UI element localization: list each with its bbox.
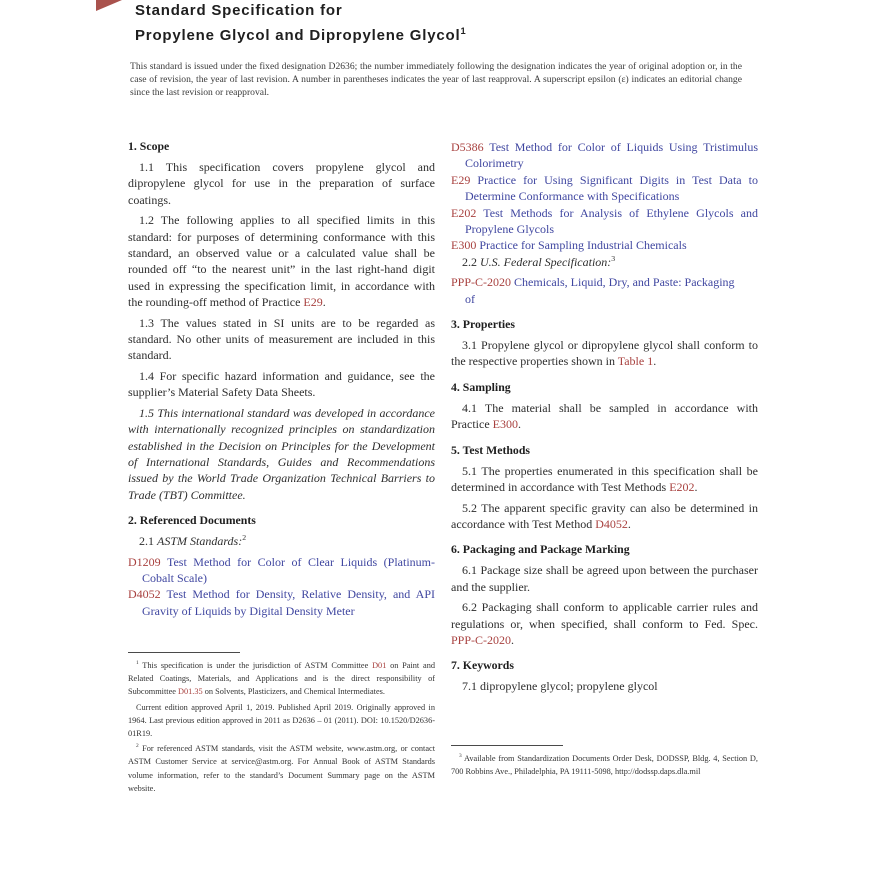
footnote xyxy=(128,701,435,741)
reference-title-link[interactable]: of xyxy=(465,291,475,306)
text-run: . xyxy=(322,295,326,310)
text-run: . xyxy=(627,516,631,531)
left-column xyxy=(128,139,435,619)
footnote xyxy=(451,752,758,778)
paragraph xyxy=(451,500,758,533)
footnote xyxy=(128,742,435,795)
paragraph xyxy=(128,212,435,310)
reference-id-link[interactable]: E29 xyxy=(451,172,471,187)
page-title-text: Propylene Glycol and Dipropylene Glycol xyxy=(135,27,461,44)
reference-entry xyxy=(128,586,435,619)
text-run: 2.2 xyxy=(462,254,480,269)
inline-link[interactable]: PPP-C-2020 xyxy=(451,632,512,647)
footnotes-right xyxy=(451,752,758,780)
inline-link[interactable]: E300 xyxy=(492,417,518,432)
paragraph xyxy=(128,405,435,503)
text-run: 1.1 This specification covers propylene glycol and dipropylene glycol for use in the preparation of surface coatings. xyxy=(128,160,435,207)
text-run: . xyxy=(518,417,521,432)
text-run: 3.1 Propylene glycol or dipropylene glycol shall conform to the respective properties shown in xyxy=(451,338,758,369)
inline-link[interactable]: D01 xyxy=(372,661,387,670)
reference-entry xyxy=(451,237,758,253)
reference-id-link[interactable]: E300 xyxy=(451,238,477,253)
inline-link[interactable]: Table 1 xyxy=(617,354,654,369)
reference-title-link[interactable]: Practice for Using Significant Digits in Test Data to Determine Conformance with Specifications xyxy=(465,172,758,204)
text-run: 1.5 This international standard was developed in accordance with internationally recognized principles on standardization established in the Decision on Principles for the Development of International Standards, Guides and Recommendations issued by the World Trade Organization Technical Barriers to Trade (TBT) Committee. xyxy=(128,405,435,502)
reference-id-link[interactable]: D5386 xyxy=(451,140,484,154)
reference-title-link[interactable]: Practice for Sampling Industrial Chemicals xyxy=(476,238,687,253)
text-run: Available from Standardization Documents Order Desk, DODSSP, Bldg. 4, Section D, 700 Robbins Ave., Philadelphia, PA 19111-5098, http://dodssp.daps.dla.mil xyxy=(451,754,758,777)
text-run: 5.2 The apparent specific gravity can also be determined in accordance with Test Method xyxy=(451,500,758,531)
footnote-marker: 2 xyxy=(136,743,139,750)
paragraph xyxy=(128,533,435,549)
page-title-line2 xyxy=(135,21,755,46)
reference-title-link[interactable]: Test Method for Color of Liquids Using Tristimulus Colorimetry xyxy=(465,140,758,171)
text-run: 1.4 For specific hazard information and guidance, see the supplier’s Material Safety Data Sheets. xyxy=(128,368,435,400)
inline-link[interactable]: E202 xyxy=(669,480,695,495)
paragraph xyxy=(128,159,435,208)
reference-title-link[interactable]: Chemicals, Liquid, Dry, and Paste: Packaging xyxy=(511,275,735,290)
text-run: . xyxy=(653,354,657,369)
inline-link[interactable]: D4052 xyxy=(595,516,628,531)
reference-id-link[interactable]: PPP-C-2020 xyxy=(451,275,512,290)
text-run: on Solvents, Plasticizers, and Chemical Intermediates. xyxy=(202,687,385,697)
issue-boilerplate: This standard is issued under the fixed designation D2636; the number immediately following the designation indicates the year of original adoption or, in the case of revision, the year of last revision. A number in parentheses indicates the year of last reapproval. A superscript epsilon (ε) indicates an editorial change since the last revision or reapproval. xyxy=(130,61,742,98)
inline-link[interactable]: E29 xyxy=(303,295,323,310)
text-run: This specification is under the jurisdiction of ASTM Committee xyxy=(138,661,373,670)
text-run: 1.2 The following applies to all specified limits in this standard: for purposes of determining conformance with this standard, an observed value or a calculated value shall be rounded off “to the nearest unit” in the last right-hand digit used in expressing the specification limit, in accordance with the rounding-off method of Practice xyxy=(128,213,435,310)
text-run: 6.2 Packaging shall conform to applicable carrier rules and regulations or, when specified, shall conform to Fed. Spec. xyxy=(451,600,758,631)
footnote-marker: 3 xyxy=(459,753,462,760)
reference-title-link[interactable]: Test Method for Color of Clear Liquids (Platinum-Cobalt Scale) xyxy=(142,554,435,585)
right-column xyxy=(451,139,758,699)
reference-id-link[interactable]: D4052 xyxy=(128,587,161,602)
footnote-marker: 1 xyxy=(136,660,139,667)
section-heading: 1. Scope xyxy=(128,139,170,153)
text-run: . xyxy=(694,480,698,495)
title-block xyxy=(135,1,755,46)
reference-title-link[interactable]: Test Methods for Analysis of Ethylene Glycols and Propylene Glycols xyxy=(465,205,758,237)
reference-id-link[interactable]: D1209 xyxy=(128,554,161,569)
reference-id-link[interactable]: E202 xyxy=(451,205,477,220)
title-footnote-marker: 1 xyxy=(460,26,466,36)
paragraph xyxy=(451,337,758,370)
section-heading: 5. Test Methods xyxy=(451,442,530,457)
reference-entry xyxy=(451,274,758,307)
section-heading: 3. Properties xyxy=(451,317,515,332)
section-heading: 7. Keywords xyxy=(451,658,514,673)
text-run: U.S. Federal Specification: xyxy=(480,254,612,269)
reference-entry xyxy=(128,554,435,587)
footnote-separator-right xyxy=(451,745,563,746)
paragraph xyxy=(128,368,435,401)
paragraph xyxy=(451,599,758,648)
footnote-separator-left xyxy=(128,652,240,653)
text-run: For referenced ASTM standards, visit the ASTM website, www.astm.org, or contact ASTM Customer Service at service@astm.org. For Annual Book of ASTM Standards volume information, refer to the standard’s Document Summary page on the ASTM website. xyxy=(128,744,435,793)
text-run: 6.1 Package size shall be agreed upon between the purchaser and the supplier. xyxy=(451,563,758,594)
paragraph xyxy=(451,463,758,496)
text-run: Current edition approved April 1, 2019. Published April 2019. Originally approved in 1964. Last previous edition approved in 2011 as D2636 – 01 (2011). DOI: 10.1520/D2636-01R19. xyxy=(128,702,435,739)
section-heading: 4. Sampling xyxy=(451,379,511,394)
paragraph xyxy=(451,254,758,270)
page-title-line1: Standard Specification for xyxy=(135,2,343,19)
text-run: 1.3 The values stated in SI units are to be regarded as standard. No other units of measurement are included in this standard. xyxy=(128,315,435,363)
inline-link[interactable]: D01.35 xyxy=(178,687,203,697)
reference-entry xyxy=(451,172,758,205)
red-corner-mark xyxy=(96,0,122,11)
text-run: on Paint and Related Coatings, Materials, and Applications and is the direct responsibility of Subcommittee xyxy=(128,661,435,697)
reference-entry xyxy=(451,205,758,238)
section-heading: 2. Referenced Documents xyxy=(128,513,256,528)
reference-title-link[interactable]: Test Method for Density, Relative Density, and API Gravity of Liquids by Digital Density Meter xyxy=(142,587,435,618)
footnotes-left xyxy=(128,659,435,797)
footnote-marker: 2 xyxy=(242,533,247,543)
paragraph xyxy=(128,315,435,364)
text-run: . xyxy=(511,632,515,647)
paragraph xyxy=(451,400,758,433)
text-run: 7.1 dipropylene glycol; propylene glycol xyxy=(462,679,658,694)
text-run: ASTM Standards: xyxy=(157,534,243,549)
footnote-marker: 3 xyxy=(611,253,616,263)
paragraph xyxy=(451,678,758,694)
text-run: 4.1 The material shall be sampled in accordance with Practice xyxy=(451,400,758,432)
paragraph xyxy=(451,562,758,595)
text-run: 5.1 The properties enumerated in this specification shall be determined in accordance with Test Methods xyxy=(451,463,758,495)
section-heading: 6. Packaging and Package Marking xyxy=(451,542,630,557)
text-run: 2.1 xyxy=(139,534,157,549)
reference-entry xyxy=(451,139,758,172)
footnote xyxy=(128,659,435,699)
